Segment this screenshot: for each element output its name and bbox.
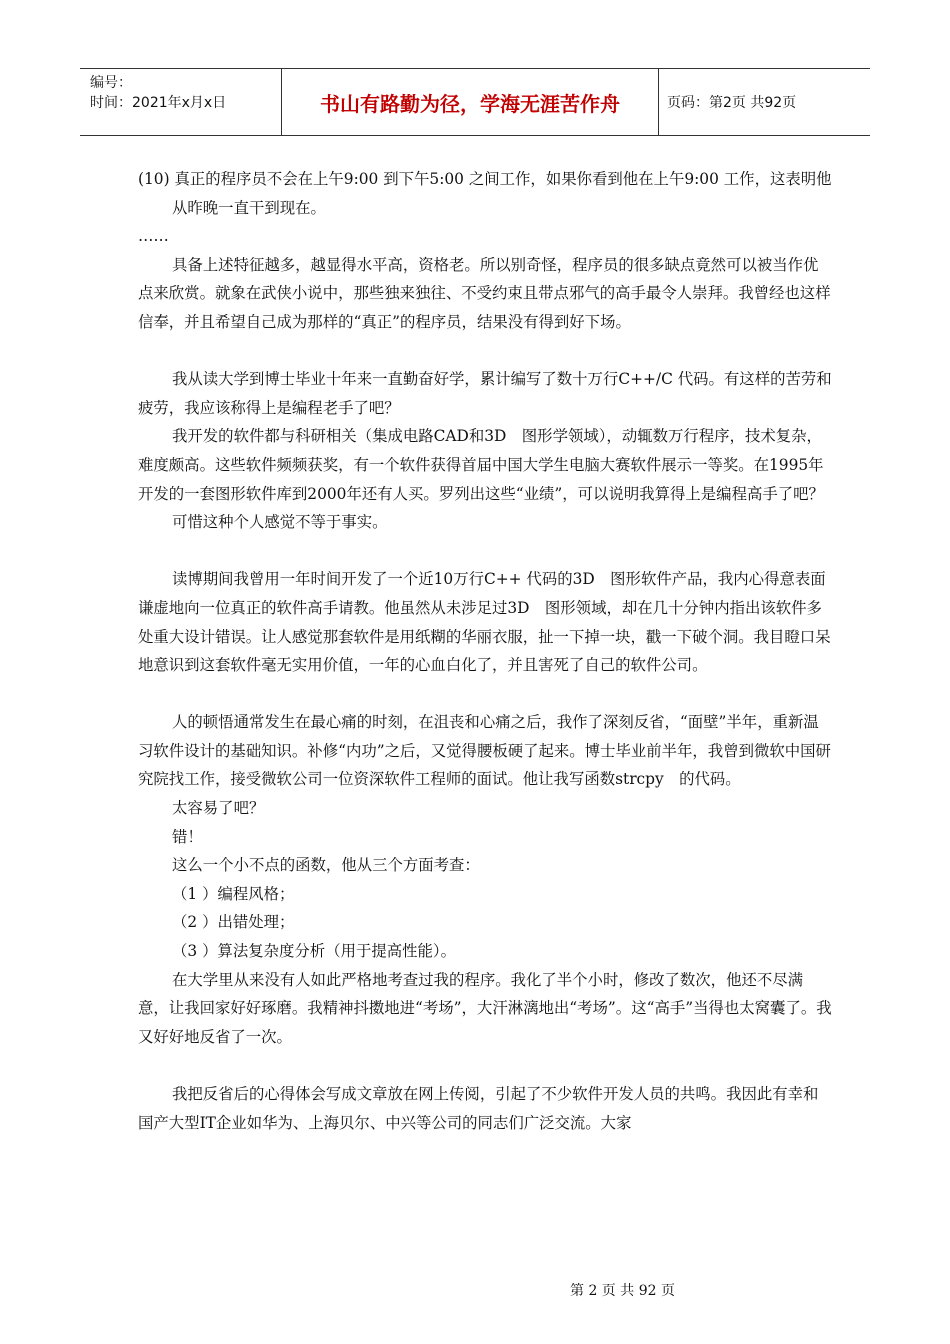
header-meta [80, 69, 282, 135]
paragraph: （2 ）出错处理； [172, 913, 295, 932]
paragraph: 我开发的软件都与科研相关（集成电路CAD和3D 图形学领域），动辄数万行程序，技术复杂，难度颇高。这些软件频频获奖，有一个软件获得首届中国大学生电脑大赛软件展示一等奖。在1995年开发的一套图形软件库到2000年还有人买。罗列出这些“业绩”，可以说明我算得上是编程高手了吧？ [138, 427, 824, 503]
paragraph: 可惜这种个人感觉不等于事实。 [172, 513, 388, 532]
paragraph-gap [138, 680, 832, 709]
paragraph: 我从读大学到博士毕业十年来一直勤奋好学，累计编写了数十万行C++/C 代码。有这样的苦劳和疲劳，我应该称得上是编程老手了吧？ [138, 370, 832, 417]
paragraph: 读博期间我曾用一年时间开发了一个近10万行C++ 代码的3D 图形软件产品，我内心得意表面谦虚地向一位真正的软件高手请教。他虽然从未涉足过3D 图形领域，却在几十分钟内指出该软件多处重大设计错误。让人感觉那套软件是用纸糊的华丽衣服，扯一下掉一块，戳一下破个洞。我目瞪口呆地意识到这套软件毫无实用价值，一年的心血白化了，并且害死了自己的软件公司。 [138, 570, 831, 675]
document-number-label: 编号： [90, 75, 132, 91]
paragraph-gap [138, 1051, 832, 1080]
paragraph: 这么一个小不点的函数，他从三个方面考查： [172, 856, 480, 875]
paragraph-gap [138, 537, 832, 566]
paragraph: 错！ [172, 827, 203, 846]
page-footer: 第 2 页 共 92 页 [570, 1283, 675, 1299]
header-page-info: 页码：第2页 共92页 [667, 95, 797, 111]
paragraph: 太容易了吧？ [172, 799, 265, 818]
paragraph: …… [138, 227, 169, 246]
paragraph-gap [138, 337, 832, 366]
paragraph: (10) 真正的程序员不会在上午9:00 到下午5:00 之间工作，如果你看到他在上午9:00 工作，这表明他从昨晚一直干到现在。 [138, 170, 832, 217]
paragraph: 人的顿悟通常发生在最心痛的时刻，在沮丧和心痛之后，我作了深刻反省，“面壁”半年，重新温习软件设计的基础知识。补修“内功”之后，又觉得腰板硬了起来。博士毕业前半年，我曾到微软中国研究院找工作，接受微软公司一位资深软件工程师的面试。他让我写函数strcpy 的代码。 [138, 713, 831, 789]
paragraph: （1 ）编程风格； [172, 884, 295, 903]
paragraph: 具备上述特征越多，越显得水平高，资格老。所以别奇怪，程序员的很多缺点竟然可以被当作优点来欣赏。就象在武侠小说中，那些独来独往、不受约束且带点邪气的高手最令人崇拜。我曾经也这样信奉，并且希望自己成为那样的“真正”的程序员，结果没有得到好下场。 [138, 255, 831, 331]
page-header [80, 68, 870, 136]
header-motto: 书山有路勤为径，学海无涯苦作舟 [282, 69, 659, 135]
paragraph: 在大学里从来没有人如此严格地考查过我的程序。我化了半个小时，修改了数次，他还不尽满意，让我回家好好琢磨。我精神抖擞地进“考场”，大汗淋漓地出“考场”。这“高手”当得也太窝囊了。我又好好地反省了一次。 [138, 970, 832, 1046]
document-body [138, 165, 832, 1137]
paragraph: （3 ）算法复杂度分析（用于提高性能）。 [172, 942, 457, 961]
paragraph: 我把反省后的心得体会写成文章放在网上传阅，引起了不少软件开发人员的共鸣。我因此有幸和国产大型IT企业如华为、上海贝尔、中兴等公司的同志们广泛交流。大家 [138, 1085, 819, 1132]
document-date: 时间：2021年x月x日 [90, 95, 227, 111]
